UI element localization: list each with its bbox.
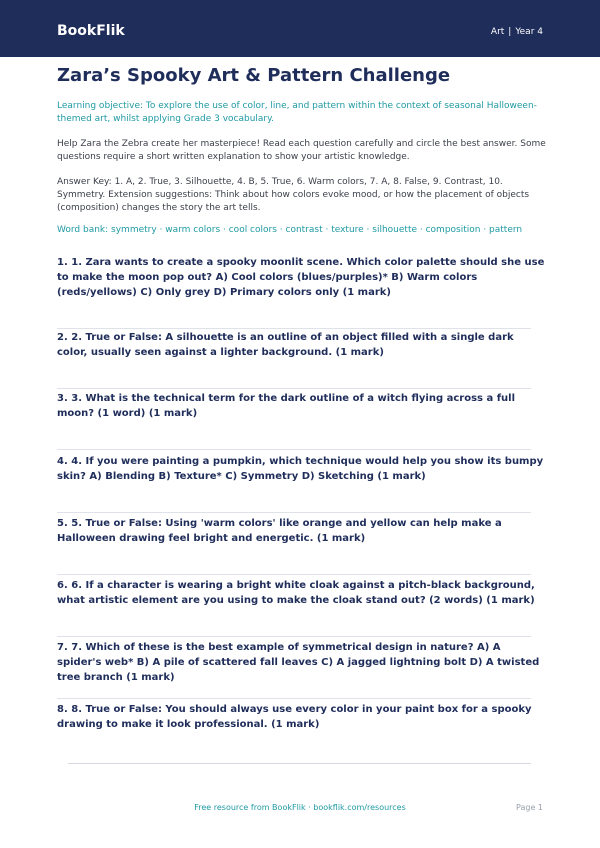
answer-line	[57, 574, 531, 575]
question-text: 2. 2. True or False: A silhouette is an outline of an object filled with a single dark color, usually seen against a lighter background. (1 mark)	[57, 332, 514, 358]
answer-line	[57, 449, 531, 450]
year-label: Year 4	[515, 27, 543, 37]
word-bank: Word bank: symmetry · warm colors · cool colors · contrast · texture · silhouette · composition · pattern	[57, 225, 523, 235]
question-text: 4. 4. If you were painting a pumpkin, which technique would help you show its bumpy skin? A) Blending B) Texture* C) Symmetry D) Sketching (1 mark)	[57, 456, 544, 482]
subject-label: Art	[490, 27, 505, 37]
question-text: 5. 5. True or False: Using 'warm colors' like orange and yellow can help make a Halloween drawing feel bright and energetic. (1 mark)	[57, 518, 502, 544]
question-6	[57, 578, 547, 608]
answer-line	[57, 328, 531, 329]
question-text: 7. 7. Which of these is the best example of symmetrical design in nature? A) A spider's web* B) A pile of scattered fall leaves C) A jagged lightning bolt D) A twisted tree branch (1 mark)	[57, 642, 540, 683]
page-number: Page 1	[516, 803, 543, 812]
subject-year-label	[491, 26, 543, 38]
question-7	[57, 640, 547, 685]
question-5	[57, 516, 547, 546]
question-text: 6. 6. If a character is wearing a bright white cloak against a pitch-black background, what artistic element are you using to make the cloak stand out? (2 words) (1 mark)	[57, 580, 535, 606]
footer-credit: Free resource from BookFlik · bookflik.com/resources	[194, 803, 406, 812]
answer-line	[57, 512, 531, 513]
question-text: 8. 8. True or False: You should always use every color in your paint box for a spooky drawing to make it look professional. (1 mark)	[57, 704, 532, 730]
answer-key: Answer Key: 1. A, 2. True, 3. Silhouette, 4. B, 5. True, 6. Warm colors, 7. A, 8. False, 9. Contrast, 10. Symmetry. Extension suggestions: Think about how colors evoke mood, or how the placement of objects (composition) changes the story the art tells.	[57, 177, 530, 213]
question-text: 3. 3. What is the technical term for the dark outline of a witch flying across a full moon? (1 word) (1 mark)	[57, 393, 516, 419]
answer-line	[57, 388, 531, 389]
answer-line	[57, 636, 531, 637]
brand-logo-text: BookFlik	[57, 23, 125, 39]
header-bar	[0, 0, 600, 57]
instructions: Help Zara the Zebra create her masterpiece! Read each question carefully and circle the best answer. Some questions require a short written explanation to show your artistic knowledge.	[57, 139, 546, 162]
question-3	[57, 391, 547, 421]
question-1	[57, 255, 547, 300]
learning-objective: Learning objective: To explore the use of color, line, and pattern within the context of seasonal Halloween-themed art, whilst applying Grade 3 vocabulary.	[57, 101, 537, 124]
meta-separator: |	[508, 27, 512, 37]
question-2	[57, 330, 547, 360]
question-text: 1. 1. Zara wants to create a spooky moonlit scene. Which color palette should she use to make the moon pop out? A) Cool colors (blues/purples)* B) Warm colors (reds/yellows) C) Only grey D) Primary colors only (1 mark)	[57, 257, 545, 298]
question-4	[57, 454, 547, 484]
answer-line	[57, 698, 531, 699]
question-8	[57, 702, 547, 732]
page-title: Zara’s Spooky Art & Pattern Challenge	[57, 65, 451, 86]
footer-divider	[68, 763, 531, 764]
